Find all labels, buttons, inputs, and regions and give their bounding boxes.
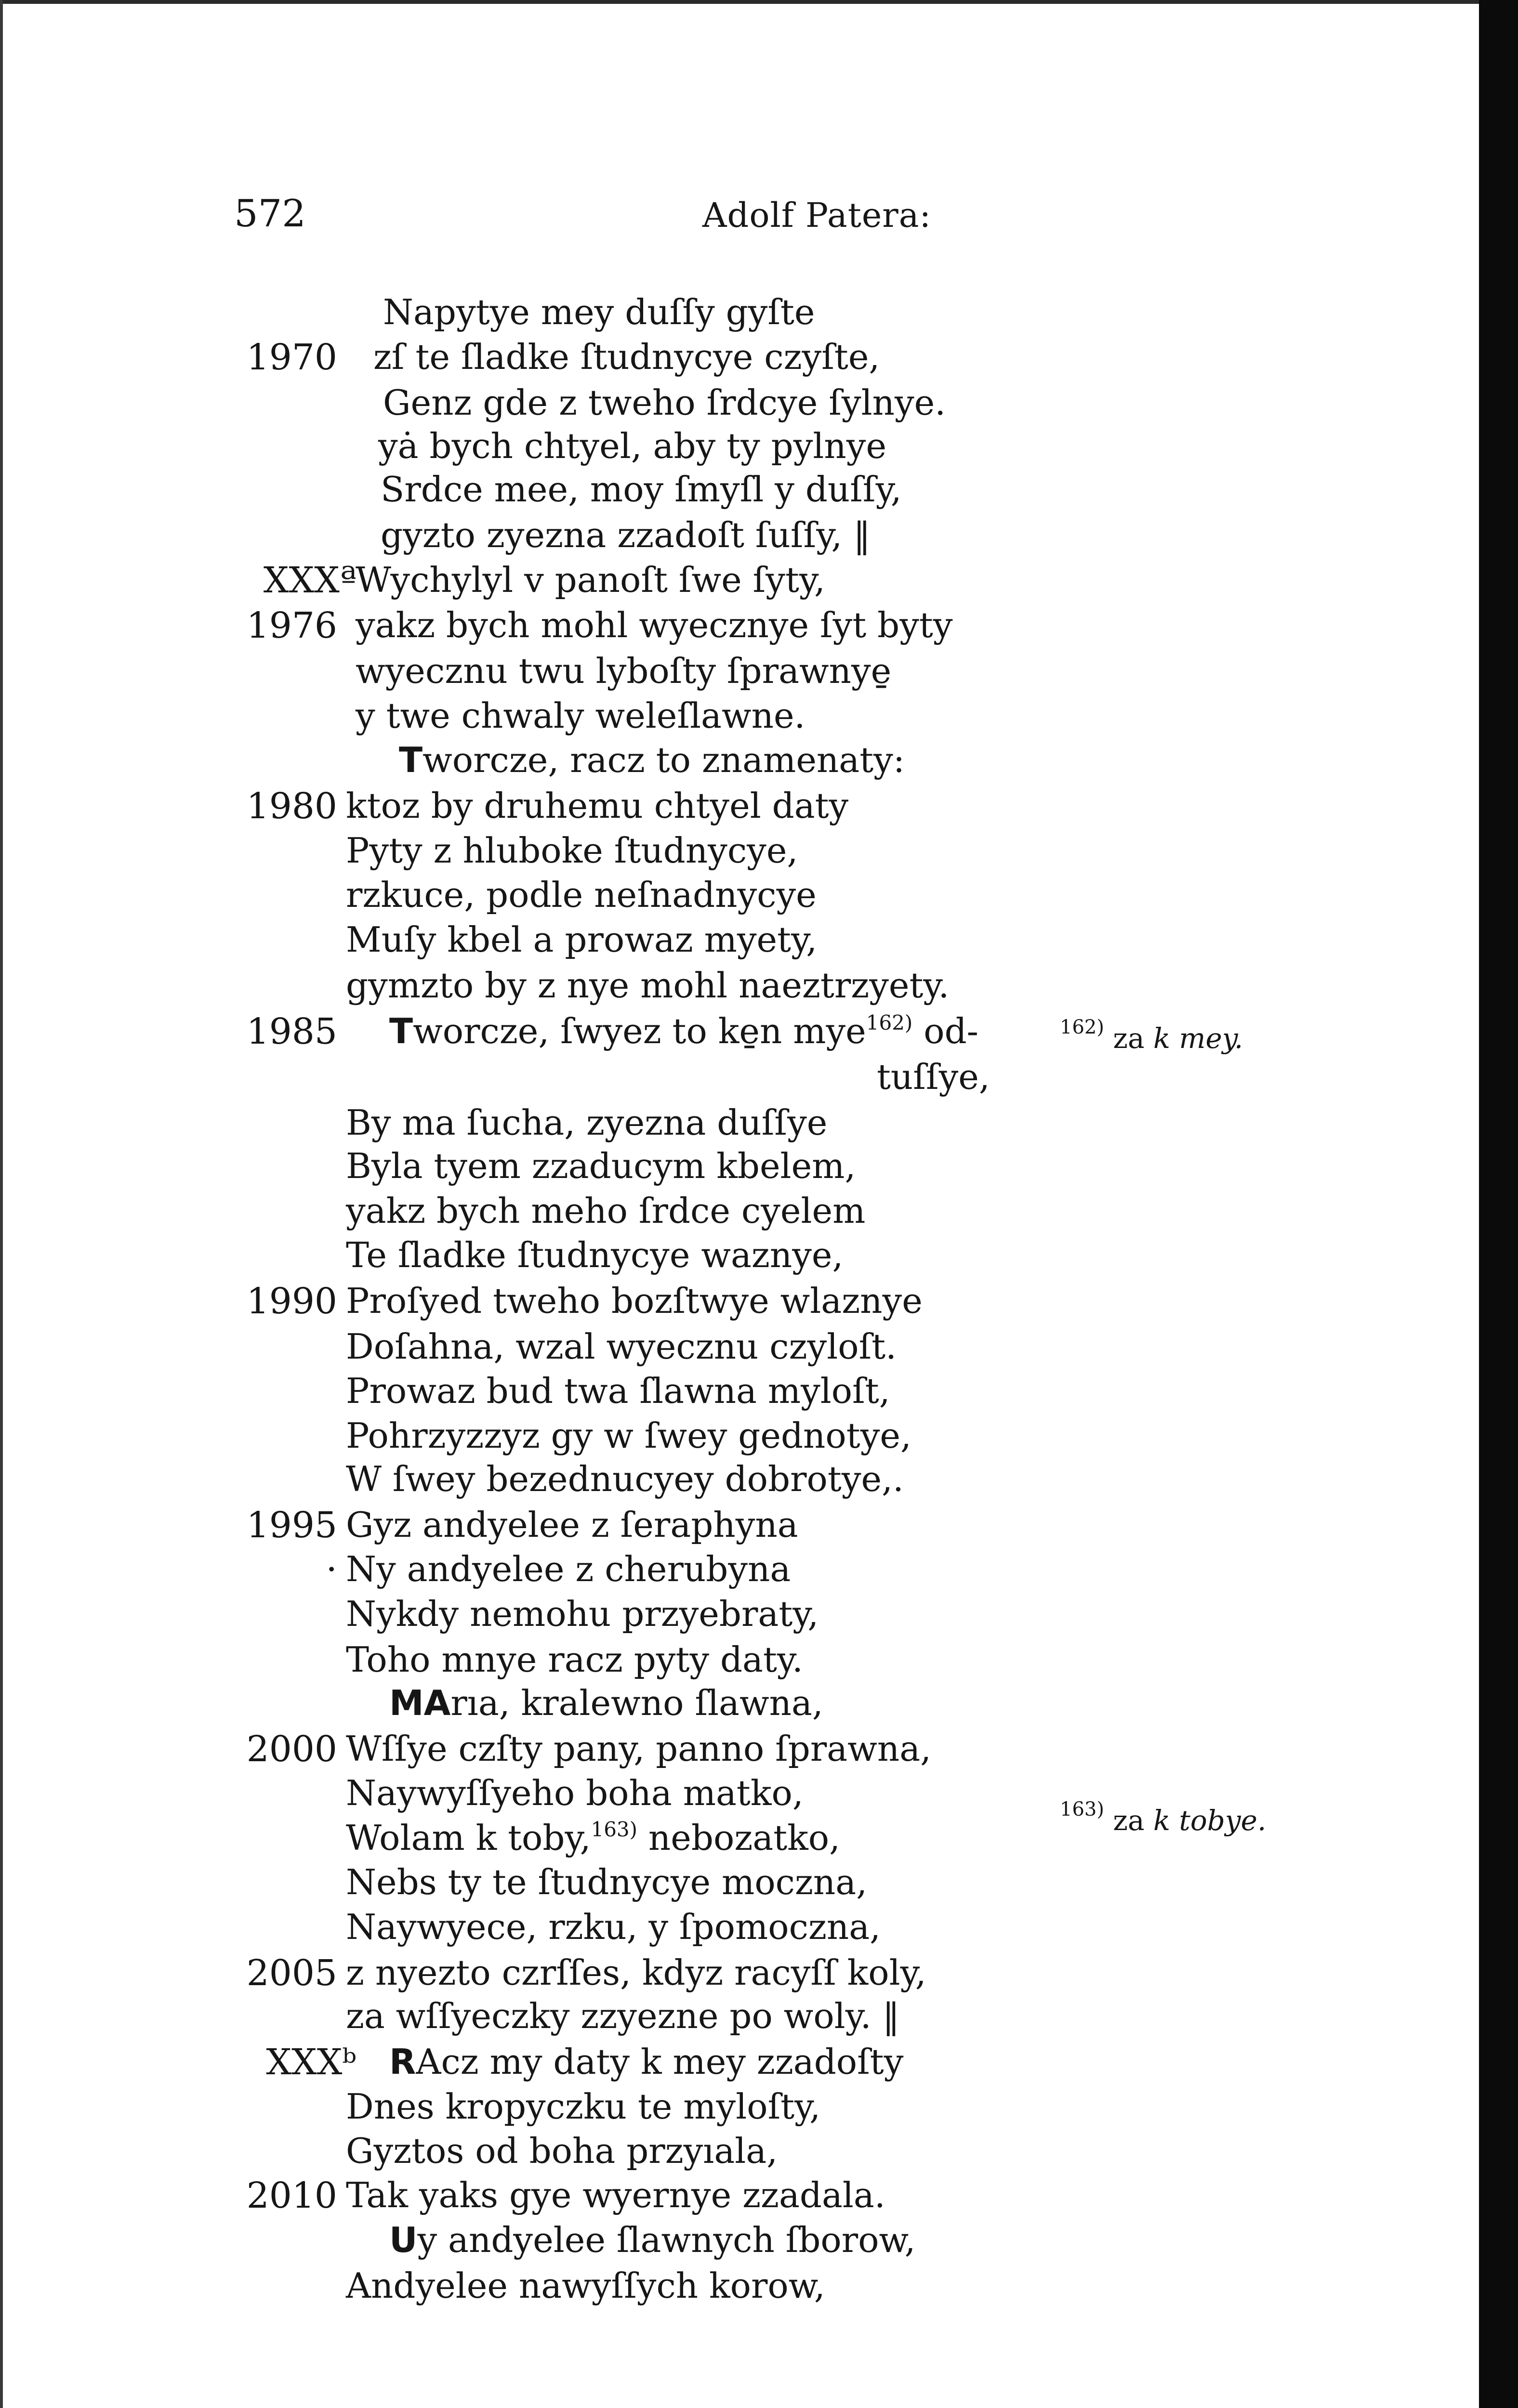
verse-text: Toho mnye racz pyty daty. [346,1639,803,1680]
verse-text: yakz bych meho ſrdce cyelem [346,1191,866,1231]
scan-border-left [0,0,3,2408]
capital-initial: MA [389,1683,451,1723]
verse-text: Andyelee nawyſſych korow, [346,2265,825,2306]
verse-line [346,919,818,960]
capital-initial: T [399,740,423,780]
verse-line [346,1594,819,1634]
verse-text: Te ſladke ſtudnycye waznye, [346,1235,844,1275]
verse-line-number: 1985 [246,1011,337,1052]
verse-text: Proſyed tweho bozſtwye wlaznye [346,1281,923,1321]
verse-line [399,740,905,780]
verse-line [356,605,953,645]
verse-line [346,1505,798,1545]
verse-line [356,651,892,691]
verse-line [346,2175,885,2215]
verse-line-number: XXXª [263,560,356,601]
running-title: Adolf Patera: [702,196,932,235]
verse-text: Pyty z hluboke ſtudnycye, [346,830,798,871]
verse-text: za wſſyeczky zzyezne po woly. ‖ [346,1996,900,2036]
verse-line [346,965,950,1006]
verse-text: worcze, ſwyez to ke̱n mye [413,1011,866,1051]
verse-text: y twe chwaly weleſlawne. [356,695,805,736]
verse-text: Prowaz bud twa ſlawna myloſt, [346,1371,890,1411]
verse-line [389,2220,916,2260]
page-number: 572 [234,192,306,236]
verse-text: Nebs ty te ſtudnycye moczna, [346,1862,868,1902]
verse-text: gyzto zyezna zzadoſt ſuſſy, ‖ [381,515,871,555]
verse-line-number: 1980 [246,785,337,827]
verse-text: Wſſye czſty pany, panno ſprawna, [346,1728,932,1769]
verse-line [346,1862,868,1902]
verse-line [346,2131,778,2171]
capital-initial: R [389,2042,416,2082]
verse-line [346,785,849,826]
verse-line [389,2042,904,2082]
scan-border-top [0,0,1518,4]
verse-line-number: 1970 [246,337,337,378]
verse-line-number: 2000 [246,1728,337,1770]
verse-line-number: XXXᵇ [266,2042,356,2083]
verse-text: zſ te ſladke ſtudnycye czyſte, [373,337,880,377]
verse-text: y andyelee ſlawnych ſborow, [417,2220,916,2260]
scan-border-right [1479,0,1518,2408]
verse-line [346,1326,897,1367]
verse-text: W ſwey bezednucyey dobrotye,. [346,1459,904,1499]
footnote-162: $^{162)}$ za k mey. [1060,1016,1243,1055]
verse-text: Acz my daty k mey zzadoſty [416,2042,904,2082]
verse-line-number: 2010 [246,2175,337,2216]
verse-text: Dnes kropyczku te myloſty, [346,2086,821,2127]
verse-line [346,1146,856,1186]
verse-line [346,1371,890,1411]
verse-line [356,695,805,736]
verse-line [346,1415,911,1456]
footnote-ref-163: 163) [591,1818,638,1841]
verse-line [346,1549,791,1589]
verse-text: Genz gde z tweho ſrdcye ſylnye. [383,382,946,423]
footnote-163: $^{163)}$ za k tobye. [1060,1798,1267,1837]
verse-line [383,382,946,423]
verse-text: Gyztos od boha przyıala, [346,2131,778,2171]
verse-line [373,337,880,377]
verse-line [877,1057,990,1097]
verse-line [346,1818,840,1858]
verse-text: Napytye mey duſſy gyſte [383,292,815,332]
verse-line [346,2086,821,2127]
verse-line-number: 2005 [246,1952,337,1994]
verse-text: Naywyece, rzku, y ſpomoczna, [346,1907,881,1947]
footnote-ref-162: 162) [866,1011,913,1034]
verse-text-continued: nebozatko, [637,1818,840,1858]
verse-text: rıa, kralewno ſlawna, [450,1683,823,1723]
verse-line [346,1907,881,1947]
verse-text: z nyezto czrſſes, kdyz racyſſ koly, [346,1952,926,1993]
verse-text: yakz bych mohl wyecznye ſyt byty [356,605,953,645]
verse-text: Pohrzyzzyz gy w ſwey gednotye, [346,1415,911,1456]
verse-line [346,1191,866,1231]
verse-line [346,1459,904,1499]
capital-initial: T [389,1011,413,1051]
verse-text: Wychylyl v panoſt ſwe ſyty, [356,560,825,600]
verse-text: Wolam k toby, [346,1818,591,1858]
verse-line [346,2265,825,2306]
verse-line [389,1011,978,1051]
verse-line [346,1728,932,1769]
verse-line [346,830,798,871]
verse-line-number: 1990 [246,1281,337,1322]
verse-line [356,560,825,600]
verse-line [378,426,887,466]
verse-text: ktoz by druhemu chtyel daty [346,785,849,826]
verse-line [389,1683,823,1723]
verse-text: wyecznu twu lyboſty ſprawnye̱ [356,651,892,691]
verse-line [346,1235,844,1275]
verse-line-number: · [326,1549,337,1590]
verse-line-number: 1995 [246,1505,337,1546]
verse-text: tuſſye, [877,1057,990,1097]
verse-line [383,292,815,332]
verse-line [346,1952,926,1993]
verse-text: yȧ bych chtyel, aby ty pylnye [378,426,887,466]
verse-text: rzkuce, podle neſnadnycye [346,875,817,915]
verse-line [346,875,817,915]
verse-line [346,1996,900,2036]
verse-text: Naywyſſyeho boha matko, [346,1773,804,1813]
verse-text: worcze, racz to znamenaty: [422,740,905,780]
verse-text: Tak yaks gye wyernye zzadala. [346,2175,885,2215]
verse-text: By ma ſucha, zyezna duſſye [346,1102,828,1143]
verse-text: Gyz andyelee z ſeraphyna [346,1505,798,1545]
verse-text: Muſy kbel a prowaz myety, [346,919,818,960]
verse-line [346,1281,923,1321]
verse-line [346,1773,804,1813]
verse-line [381,515,871,555]
verse-line [346,1639,803,1680]
verse-text-continued: od- [912,1011,978,1051]
verse-text: Doſahna, wzal wyecznu czyloſt. [346,1326,897,1367]
verse-text: Byla tyem zzaducym kbelem, [346,1146,856,1186]
verse-text: Ny andyelee z cherubyna [346,1549,791,1589]
capital-initial: U [389,2220,418,2260]
verse-text: Nykdy nemohu przyebraty, [346,1594,819,1634]
verse-text: Srdce mee, moy ſmyſl y duſſy, [381,469,902,510]
verse-text: gymzto by z nye mohl naeztrzyety. [346,965,950,1006]
verse-line [381,469,902,510]
verse-line [346,1102,828,1143]
verse-line-number: 1976 [246,605,337,646]
